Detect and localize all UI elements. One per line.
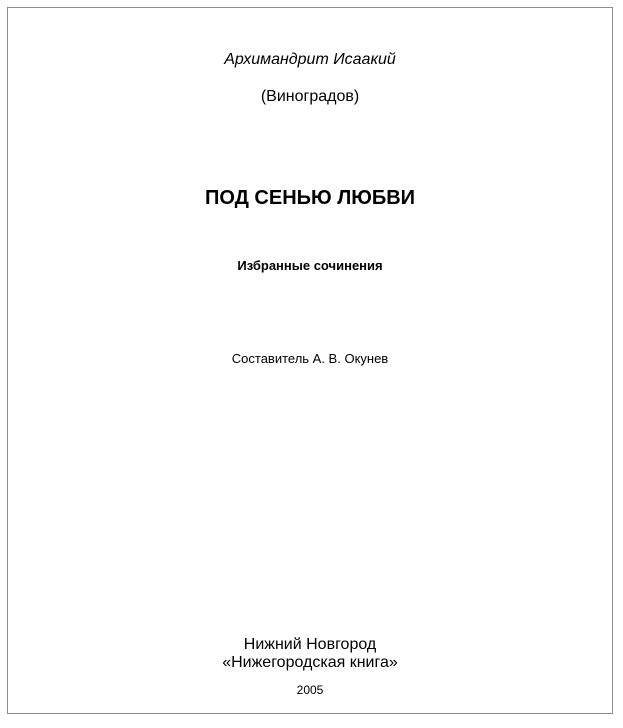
compiler-credit: Составитель А. В. Окунев bbox=[231, 351, 389, 366]
publisher-name: «Нижегородская книга» bbox=[222, 654, 398, 671]
book-subtitle: Избранные сочинения bbox=[237, 258, 383, 273]
author-surname: (Виноградов) bbox=[260, 88, 360, 105]
publication-city: Нижний Новгород bbox=[243, 636, 377, 653]
author-name: Архимандрит Исаакий bbox=[224, 51, 396, 68]
book-title: ПОД СЕНЬЮ ЛЮБВИ bbox=[204, 187, 416, 209]
title-page bbox=[7, 7, 613, 714]
publication-year: 2005 bbox=[296, 683, 324, 697]
